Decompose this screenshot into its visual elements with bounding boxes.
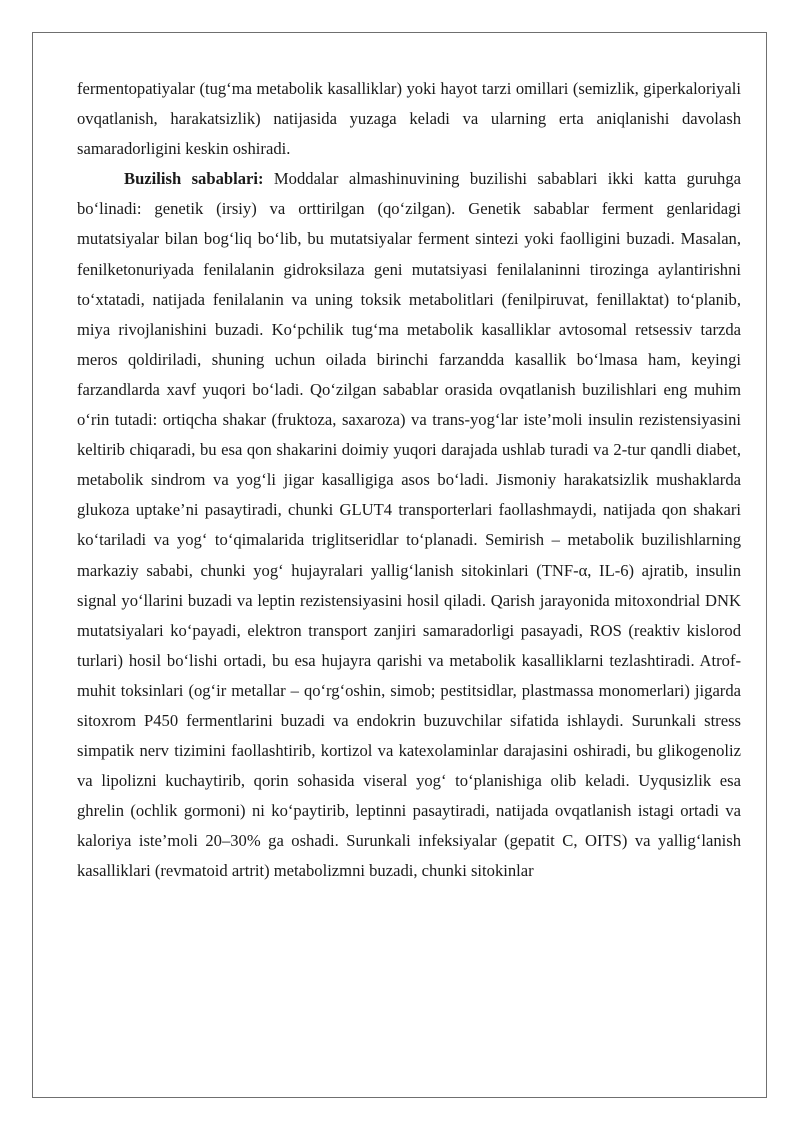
paragraph-causes: [77, 164, 741, 886]
document-body: [77, 74, 741, 887]
paragraph-heading: Buzilish sabablari:: [124, 169, 264, 189]
paragraph-continuation: fermentopatiyalar (tug‘ma metabolik kasalliklar) yoki hayot tarzi omillari (semizlik, giperkaloriyali ovqatlanish, harakatsizlik) natijasida yuzaga keladi va ularning erta aniqlanishi davolash samaradorligini keskin oshiradi.: [77, 79, 741, 159]
paragraph-text: Moddalar almashinuvining buzilishi sabablari ikki katta guruhga bo‘linadi: genetik (irsiy) va orttirilgan (qo‘zilgan). Genetik sabablar ferment genlaridagi mutatsiyalar bilan bog‘liq bo‘lib, bu mutatsiyalar ferment sintezi yoki faolligini buzadi. Masalan, fenilketonuriyada fenilalanin gidroksilaza geni mutatsiyasi fenilalaninni tirozinga aylantirishni to‘xtatadi, natijada fenilalanin va uning toksik metabolitlari (fenilpiruvat, fenillaktat) to‘planib, miya rivojlanishini buzadi. Ko‘pchilik tug‘ma metabolik kasalliklar avtosomal retsessiv tarzda meros qoldiriladi, shuning uchun oilada birinchi farzandda kasallik bo‘lmasa ham, keyingi farzandlarda xavf yuqori bo‘ladi. Qo‘zilgan sabablar orasida ovqatlanish buzilishlari eng muhim o‘rin tutadi: ortiqcha shakar (fruktoza, saxaroza) va trans-yog‘lar iste’moli insulin rezistensiyasini keltirib chiqaradi, bu esa qon shakarini doimiy yuqori darajada ushlab turadi va 2-tur qandli diabet, metabolik sindrom va yog‘li jigar kasalligiga asos bo‘ladi. Jismoniy harakatsizlik mushaklarda glukoza uptake’ni pasaytiradi, chunki GLUT4 transporterlari faollashmaydi, natijada qon shakari ko‘tariladi va yog‘ to‘qimalarida triglitseridlar to‘planadi. Semirish – metabolik buzilishlarning markaziy sababi, chunki yog‘ hujayralari yallig‘lanish sitokinlari (TNF-α, IL-6) ajratib, insulin signal yo‘llarini buzadi va leptin rezistensiyasini hosil qiladi. Qarish jarayonida mitoxondrial DNK mutatsiyalari ko‘payadi, elektron transport zanjiri samaradorligi pasayadi, ROS (reaktiv kislorod turlari) hosil bo‘lishi ortadi, bu esa hujayra qarishi va metabolik kasalliklarni tezlashtiradi. Atrof-muhit toksinlari (og‘ir metallar – qo‘rg‘oshin, simob; pestitsidlar, plastmassa monomerlari) jigarda sitoxrom P450 fermentlarini buzadi va endokrin buzuvchilar sifatida ishlaydi. Surunkali stress simpatik nerv tizimini faollashtirib, kortizol va katexolaminlar darajasini oshiradi, bu glikogenoliz va lipolizni kuchaytirib, qorin sohasida viseral yog‘ to‘planishiga olib keladi. Uyqusizlik esa ghrelin (ochlik gormoni) ni ko‘paytirib, leptinni pasaytiradi, natijada ovqatlanish istagi ortadi va kaloriya iste’moli 20–30% ga oshadi. Surunkali infeksiyalar (gepatit C, OITS) va yallig‘lanish kasalliklari (revmatoid artrit) metabolizmni buzadi, chunki sitokinlar: [77, 169, 741, 881]
